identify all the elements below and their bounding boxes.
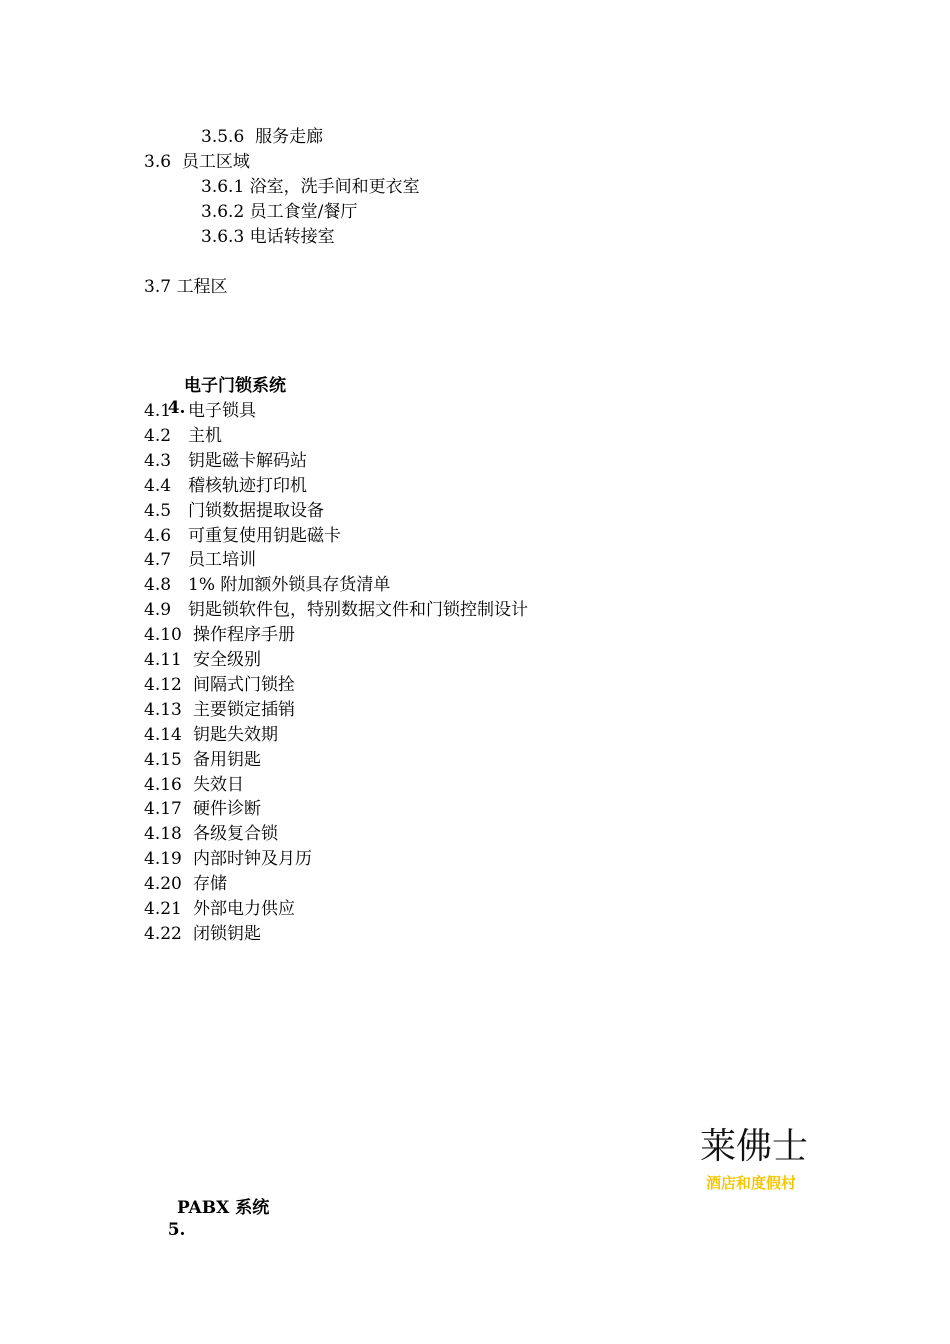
section-4-item-number: 4.16 xyxy=(144,774,182,795)
section-4-item-number: 4.12 xyxy=(144,674,182,695)
raffles-logo-text: 莱佛士 xyxy=(700,1126,809,1167)
section-4-item-number: 4.13 xyxy=(144,699,182,720)
section-4-item-number: 4.5 xyxy=(144,500,172,521)
section-4-item-text: 钥匙失效期 xyxy=(193,724,278,745)
section-4-number: 4. xyxy=(167,398,186,418)
section-4-item-text: 可重复使用钥匙磁卡 xyxy=(188,525,341,546)
section-4-item-number: 4.18 xyxy=(144,824,182,845)
section-4-item-number: 4.17 xyxy=(144,799,182,820)
toc-item-3-6-1: 3.6.1 浴室，洗手间和更衣室 xyxy=(201,177,420,197)
section-4-item-number: 4.14 xyxy=(144,724,182,745)
toc-item-3-6-2: 3.6.2 员工食堂/餐厅 xyxy=(201,202,358,222)
section-4-item-number: 4.15 xyxy=(144,749,182,770)
section-5-heading xyxy=(144,1197,270,1285)
section-4-item-text: 间隔式门锁拴 xyxy=(193,674,295,695)
section-4-item-text: 内部时钟及月历 xyxy=(193,849,312,870)
section-4-item-text: 稽核轨迹打印机 xyxy=(188,475,307,496)
section-4-item-text: 闭锁钥匙 xyxy=(193,923,261,944)
section-4-item-text: 备用钥匙 xyxy=(193,749,261,770)
section-4-item-text: 存储 xyxy=(193,874,227,895)
toc-item-3-7: 3.7 工程区 xyxy=(144,277,228,297)
toc-item-3-5-6: 3.5.6 服务走廊 xyxy=(201,127,324,147)
section-4-item-number: 4.22 xyxy=(144,923,182,944)
section-4-item-number: 4.9 xyxy=(144,600,172,621)
section-4-item-text: 硬件诊断 xyxy=(193,799,261,820)
section-4-item-number: 4.2 xyxy=(144,425,172,446)
section-4-item-number: 4.11 xyxy=(144,650,182,670)
section-4-item-number: 4.4 xyxy=(144,475,172,496)
section-4-item-text: 操作程序手册 xyxy=(193,625,295,646)
toc-item-3-6-3: 3.6.3 电话转接室 xyxy=(201,227,335,247)
section-4-item-text: 钥匙磁卡解码站 xyxy=(188,450,307,471)
section-4-item-number: 4.3 xyxy=(144,450,172,471)
section-4-item-text: 外部电力供应 xyxy=(193,899,295,919)
toc-item-3-6: 3.6 员工区域 xyxy=(144,152,250,172)
section-4-item-text: 失效日 xyxy=(193,774,244,795)
section-4-item-text: 钥匙锁软件包，特别数据文件和门锁控制设计 xyxy=(188,600,528,621)
section-5-title: PABX 系统 xyxy=(177,1198,270,1218)
section-4-item-text: 主要锁定插销 xyxy=(193,699,295,720)
section-4-item-number: 4.8 xyxy=(144,575,172,596)
section-4-item-text: 门锁数据提取设备 xyxy=(188,500,324,521)
section-4-item-text: 各级复合锁 xyxy=(193,824,278,845)
section-5-number: 5. xyxy=(167,1220,186,1240)
section-4-item-text: 主机 xyxy=(188,425,222,446)
section-4-item-text: 安全级别 xyxy=(193,650,261,670)
section-4-item-text: 员工培训 xyxy=(188,550,256,571)
section-4-item-number: 4.21 xyxy=(144,899,182,919)
section-4-item-text: 电子锁具 xyxy=(188,401,256,421)
section-4-item-number: 4.7 xyxy=(144,550,172,571)
section-4-item-number: 4.10 xyxy=(144,625,182,646)
section-4-item-number: 4.1 xyxy=(144,401,172,421)
section-4-item-text: 1% 附加额外锁具存货清单 xyxy=(188,575,391,596)
section-4-item-number: 4.19 xyxy=(144,849,182,870)
section-4-title: 电子门锁系统 xyxy=(184,376,286,396)
section-4-item-number: 4.20 xyxy=(144,874,182,895)
raffles-logo-subtitle: 酒店和度假村 xyxy=(706,1174,797,1192)
section-4-item-number: 4.6 xyxy=(144,525,172,546)
